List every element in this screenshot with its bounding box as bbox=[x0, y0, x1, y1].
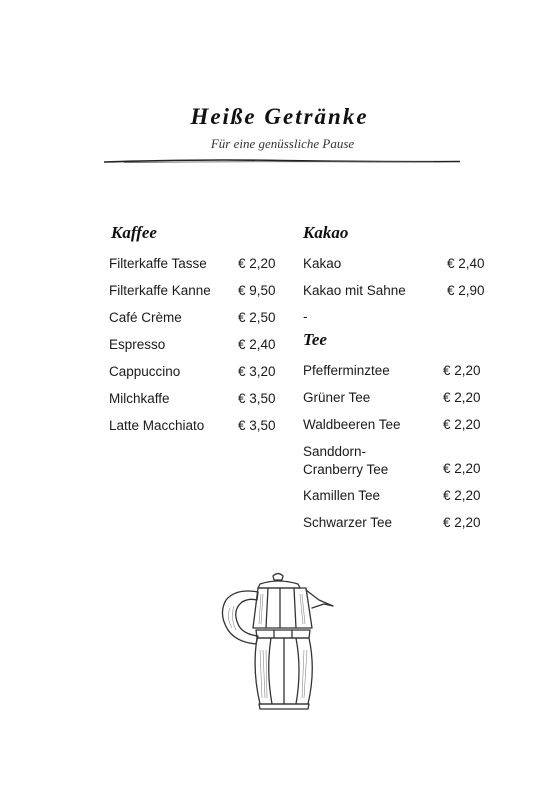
menu-item-name: Grüner Tee bbox=[303, 390, 371, 405]
menu-item-name: Espresso bbox=[109, 337, 166, 352]
menu-item-name: Kakao mit Sahne bbox=[303, 283, 406, 298]
moka-pot-icon bbox=[216, 570, 340, 712]
menu-item-name: Filterkaffe Kanne bbox=[109, 283, 211, 298]
menu-item-name: Pfefferminztee bbox=[303, 363, 390, 378]
menu-item-price: € 3,50 bbox=[238, 391, 276, 406]
menu-item-price: € 2,20 bbox=[443, 417, 481, 432]
menu-item-price: € 2,20 bbox=[443, 515, 481, 530]
menu-item-name: Sanddorn- Cranberry Tee bbox=[303, 444, 389, 477]
menu-item-price: € 2,20 bbox=[443, 488, 481, 503]
menu-item-name: Filterkaffe Tasse bbox=[109, 256, 207, 271]
section-title-kaffee: Kaffee bbox=[111, 223, 157, 242]
menu-item-name: Milchkaffe bbox=[109, 391, 170, 406]
menu-item-price: € 2,40 bbox=[447, 256, 485, 271]
menu-item-price: € 2,40 bbox=[238, 337, 276, 352]
section-separator: - bbox=[303, 309, 308, 324]
menu-item-price: € 2,20 bbox=[443, 461, 481, 476]
menu-item-price: € 2,20 bbox=[443, 363, 481, 378]
menu-item-name: Waldbeeren Tee bbox=[303, 417, 401, 432]
section-title-kakao: Kakao bbox=[303, 223, 349, 242]
menu-item-price: € 2,90 bbox=[447, 283, 485, 298]
menu-item-name: Schwarzer Tee bbox=[303, 515, 393, 530]
page-subtitle: Für eine genüssliche Pause bbox=[210, 136, 355, 151]
menu-item-price: € 9,50 bbox=[238, 283, 276, 298]
page-title: Heiße Getränke bbox=[190, 104, 369, 129]
menu-item-name: Latte Macchiato bbox=[109, 418, 205, 433]
menu-item-price: € 3,50 bbox=[238, 418, 276, 433]
menu-item-price: € 2,20 bbox=[238, 256, 276, 271]
menu-item-price: € 3,20 bbox=[238, 364, 276, 379]
menu-item-name: Kamillen Tee bbox=[303, 488, 381, 503]
divider-line bbox=[104, 157, 460, 167]
menu-item-name: Kakao bbox=[303, 256, 342, 271]
section-title-tee: Tee bbox=[303, 330, 327, 349]
menu-item-price: € 2,20 bbox=[443, 390, 481, 405]
menu-item-name: Cappuccino bbox=[109, 364, 181, 379]
menu-item-price: € 2,50 bbox=[238, 310, 276, 325]
menu-item-name: Café Crème bbox=[109, 310, 182, 325]
